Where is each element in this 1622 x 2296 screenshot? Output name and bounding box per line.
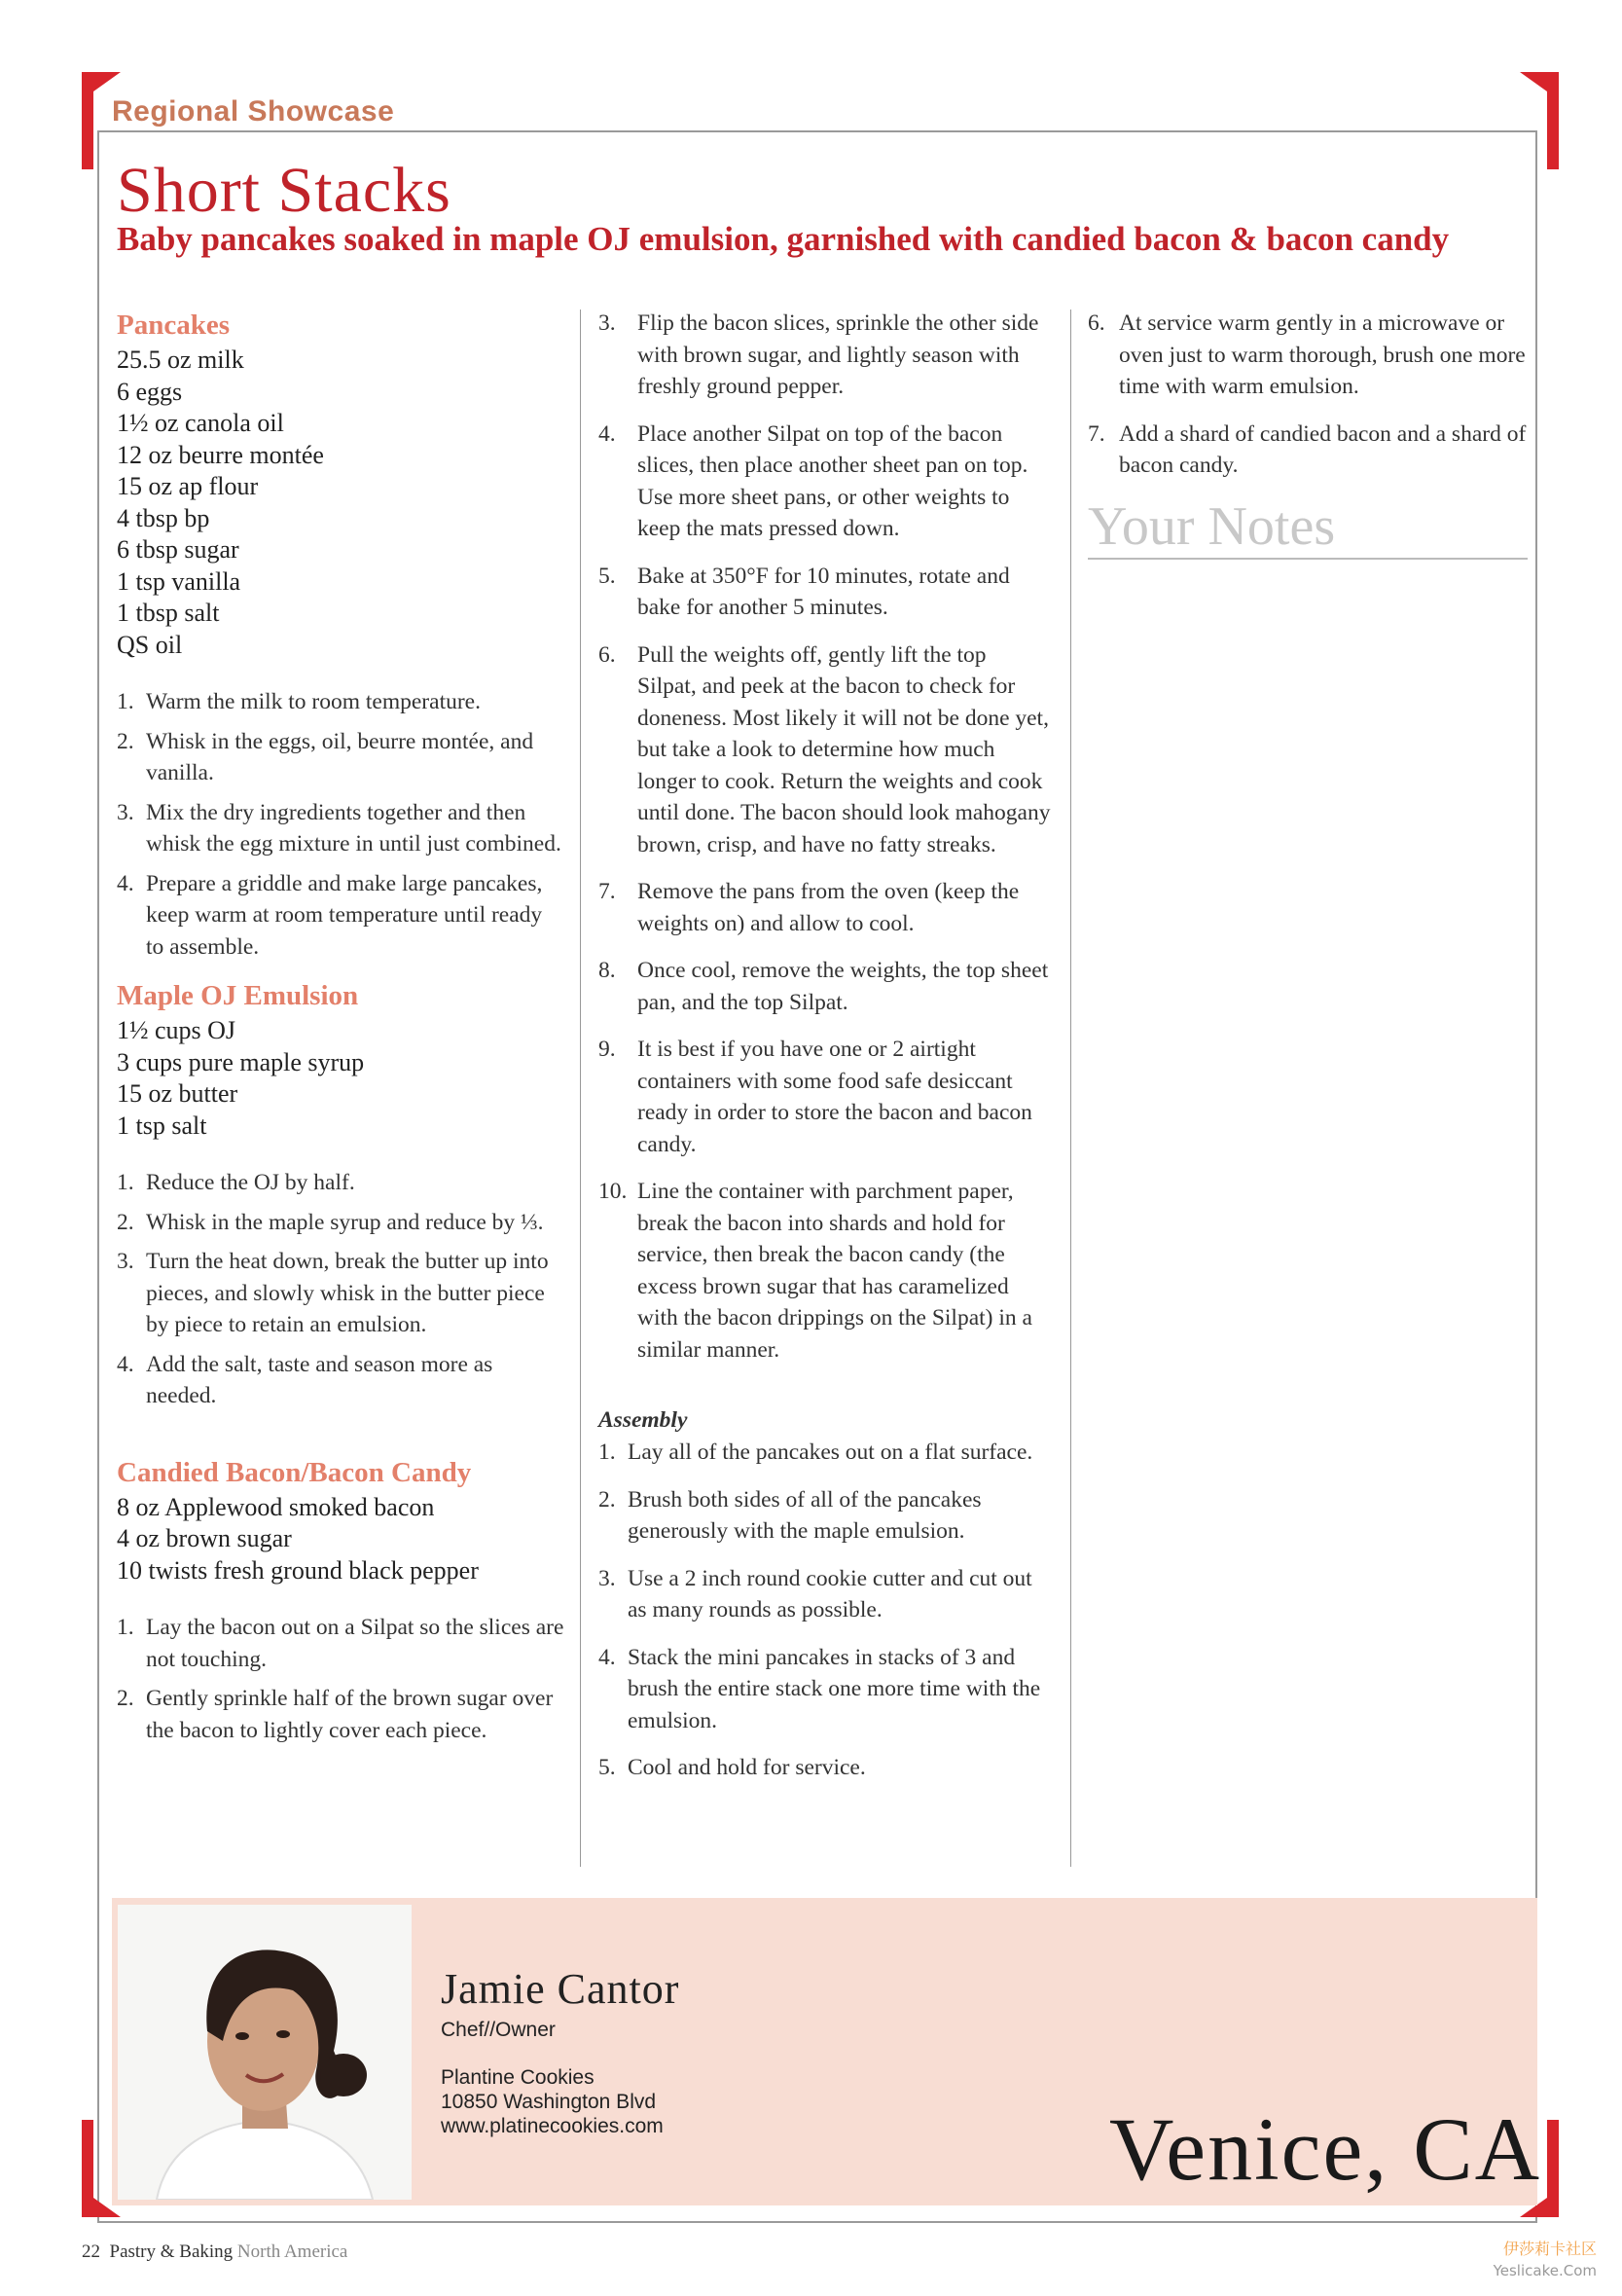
list-item: 3. Flip the bacon slices, sprinkle the other side with brown sugar, and lightly season with freshly ground pepper. xyxy=(598,310,1039,399)
list-item: 6. Pull the weights off, gently lift the top Silpat, and peek at the bacon to check for doneness. Most likely it will not be done yet, but take a look to determine how much longer to cook. Return the weights and cook until done. The bacon should look mahogany brown, crisp, and have no fatty streaks. xyxy=(598,641,1051,857)
emulsion-steps xyxy=(117,1167,564,1412)
watermark-line2: Yeslicake.Com xyxy=(1493,2262,1597,2279)
step-text: Stack the mini pancakes in stacks of 3 and brush the entire stack one more time with the emulsion. xyxy=(628,1644,1041,1733)
bacon-heading: Candied Bacon/Bacon Candy xyxy=(117,1456,472,1488)
step-text: Flip the bacon slices, sprinkle the other side with brown sugar, and lightly season with freshly ground pepper. xyxy=(637,310,1039,399)
list-item: 4. Place another Silpat on top of the bacon slices, then place another sheet pan on top. Use more sheet pans, or other weights to keep the mats pressed down. xyxy=(598,420,1028,541)
step-text: Lay all of the pancakes out on a flat surface. xyxy=(628,1440,1033,1465)
chef-name: Jamie Cantor xyxy=(441,1965,680,2013)
step-text: Add a shard of candied bacon and a shard of bacon candy. xyxy=(1119,420,1527,478)
frame-top-line xyxy=(97,130,1535,132)
ingredient: 1 tbsp salt xyxy=(117,599,220,627)
column-1 xyxy=(117,308,564,1754)
column-divider-1 xyxy=(580,310,581,1867)
assembly-steps-part2 xyxy=(1088,308,1537,482)
pancakes-heading: Pancakes xyxy=(117,310,230,341)
step-text: Whisk in the maple syrup and reduce by ⅓. xyxy=(146,1209,544,1235)
magazine-region: North America xyxy=(236,2241,348,2262)
emulsion-heading: Maple OJ Emulsion xyxy=(117,980,359,1011)
step-text: Gently sprinkle half of the brown sugar over the bacon to lightly cover each piece. xyxy=(146,1686,554,1743)
step-text: Once cool, remove the weights, the top sheet pan, and the top Silpat. xyxy=(637,958,1049,1015)
step-text: Add the salt, taste and season more as needed. xyxy=(146,1351,493,1408)
list-item: 1. Reduce the OJ by half. xyxy=(117,1170,355,1195)
step-text: It is best if you have one or 2 airtight containers with some food safe desiccant ready in order to store the bacon and bacon candy. xyxy=(637,1037,1032,1157)
ingredient: 15 oz ap flour xyxy=(117,472,259,500)
list-item: 1. Warm the milk to room temperature. xyxy=(117,689,481,714)
ingredient: 25.5 oz milk xyxy=(117,346,244,374)
step-text: Brush both sides of all of the pancakes generously with the maple emulsion. xyxy=(628,1486,982,1544)
ingredient: 3 cups pure maple syrup xyxy=(117,1047,365,1076)
list-item: 4. Stack the mini pancakes in stacks of 3 and brush the entire stack one more time with the emulsion. xyxy=(598,1644,1041,1733)
list-item: 1. Lay the bacon out on a Silpat so the slices are not touching. xyxy=(117,1615,564,1672)
frame-left-line xyxy=(97,130,99,2221)
ingredient: 4 oz brown sugar xyxy=(117,1524,292,1552)
assembly-steps-part1 xyxy=(598,1437,1051,1784)
list-item: 5. Bake at 350°F for 10 minutes, rotate and bake for another 5 minutes. xyxy=(598,563,1010,620)
list-item: 3. Mix the dry ingredients together and then whisk the egg mixture in until just combined. xyxy=(117,799,561,856)
ingredient: 8 oz Applewood smoked bacon xyxy=(117,1492,435,1521)
list-item: 5. Cool and hold for service. xyxy=(598,1755,866,1780)
list-item: 4. Add the salt, taste and season more as needed. xyxy=(117,1351,493,1408)
list-item: 4. Prepare a griddle and make large pancakes, keep warm at room temperature until ready to assemble. xyxy=(117,870,543,960)
step-text: Whisk in the eggs, oil, beurre montée, and vanilla. xyxy=(146,728,534,785)
step-text: Remove the pans from the oven (keep the weights on) and allow to cool. xyxy=(637,879,1020,936)
pancakes-ingredients xyxy=(117,345,564,661)
chef-business-info xyxy=(441,2065,664,2138)
list-item: 2. Whisk in the maple syrup and reduce by ⅓. xyxy=(117,1209,544,1235)
step-text: Cool and hold for service. xyxy=(628,1755,866,1780)
step-text: Reduce the OJ by half. xyxy=(146,1170,355,1195)
step-text: Warm the milk to room temperature. xyxy=(146,689,481,714)
ingredient: 1½ oz canola oil xyxy=(117,409,284,437)
ingredient: 1½ cups OJ xyxy=(117,1016,236,1044)
step-text: Line the container with parchment paper, break the bacon into shards and hold for service, then break the bacon candy (the excess brown sugar that has caramelized with the bacon drippings on the Silpat) in a similar manner. xyxy=(637,1179,1032,1363)
watermark xyxy=(1494,2239,1597,2281)
watermark-line1: 伊莎莉卡社区 xyxy=(1502,2240,1597,2258)
corner-accent-top-right xyxy=(1512,72,1559,169)
page-number: 22 xyxy=(82,2241,100,2262)
ingredient: QS oil xyxy=(117,630,183,659)
ingredient: 12 oz beurre montée xyxy=(117,440,324,469)
frame-bottom-line xyxy=(97,2221,1537,2223)
business-name: Plantine Cookies xyxy=(441,2066,595,2089)
step-text: Lay the bacon out on a Silpat so the slices are not touching. xyxy=(146,1615,564,1672)
list-item: 9. It is best if you have one or 2 airtight containers with some food safe desiccant ready in order to store the bacon and bacon candy. xyxy=(598,1037,1032,1157)
ingredient: 4 tbsp bp xyxy=(117,503,210,532)
step-text: Turn the heat down, break the butter up into pieces, and slowly whisk in the butter piece by piece to retain an emulsion. xyxy=(146,1249,549,1337)
step-text: Bake at 350°F for 10 minutes, rotate and bake for another 5 minutes. xyxy=(637,563,1010,620)
ingredient: 10 twists fresh ground black pepper xyxy=(117,1555,479,1585)
magazine-name: Pastry & Baking xyxy=(109,2241,234,2262)
business-address: 10850 Washington Blvd xyxy=(441,2091,657,2113)
list-item: 2. Whisk in the eggs, oil, beurre montée, and vanilla. xyxy=(117,728,534,785)
notes-title: Your Notes xyxy=(1088,497,1528,560)
bacon-steps-part1 xyxy=(117,1612,564,1746)
ingredient: 6 eggs xyxy=(117,377,183,406)
page-title: Short Stacks xyxy=(117,155,451,226)
list-item: 6. At service warm gently in a microwave or oven just to warm thorough, brush one more time with warm emulsion. xyxy=(1088,310,1526,399)
list-item: 3. Use a 2 inch round cookie cutter and cut out as many rounds as possible. xyxy=(598,1565,1032,1622)
page-footer xyxy=(82,2241,347,2263)
list-item: 10. Line the container with parchment paper, break the bacon into shards and hold for service, then break the bacon candy (the excess brown sugar that has caramelized with the bacon drippings on the Silpat) in a similar manner. xyxy=(598,1179,1032,1363)
chef-photo xyxy=(118,1905,412,2200)
pancakes-steps xyxy=(117,686,564,963)
list-item: 7. Add a shard of candied bacon and a shard of bacon candy. xyxy=(1088,420,1527,478)
list-item: 3. Turn the heat down, break the butter up into pieces, and slowly whisk in the butter piece by piece to retain an emulsion. xyxy=(117,1249,549,1337)
emulsion-ingredients xyxy=(117,1015,564,1142)
step-text: At service warm gently in a microwave or oven just to warm thorough, brush one more time with warm emulsion. xyxy=(1119,310,1526,399)
list-item: 7. Remove the pans from the oven (keep the weights on) and allow to cool. xyxy=(598,879,1020,936)
bacon-ingredients xyxy=(117,1492,564,1587)
business-website[interactable]: www.platinecookies.com xyxy=(441,2115,664,2137)
step-text: Prepare a griddle and make large pancakes, keep warm at room temperature until ready to assemble. xyxy=(146,870,543,960)
section-label: Regional Showcase xyxy=(112,95,395,128)
chef-role: Chef//Owner xyxy=(441,2019,556,2041)
column-divider-2 xyxy=(1070,310,1071,1867)
step-text: Use a 2 inch round cookie cutter and cut out as many rounds as possible. xyxy=(628,1565,1032,1622)
location-title: Venice, CA xyxy=(1109,2099,1542,2199)
ingredient: 6 tbsp sugar xyxy=(117,535,239,564)
list-item: 2. Gently sprinkle half of the brown sugar over the bacon to lightly cover each piece. xyxy=(117,1686,554,1743)
assembly-heading: Assembly xyxy=(598,1407,688,1433)
list-item: 8. Once cool, remove the weights, the top sheet pan, and the top Silpat. xyxy=(598,958,1049,1015)
list-item: 1. Lay all of the pancakes out on a flat surface. xyxy=(598,1440,1033,1465)
ingredient: 1 tsp vanilla xyxy=(117,566,241,596)
step-text: Pull the weights off, gently lift the top Silpat, and peek at the bacon to check for doneness. Most likely it will not be done yet, but take a look to determine how much longer to cook. Return the weights and cook until done. The bacon should look mahogany brown, crisp, and have no fatty streaks. xyxy=(637,641,1051,857)
column-3 xyxy=(1088,308,1537,560)
column-2 xyxy=(598,308,1051,1800)
ingredient: 15 oz butter xyxy=(117,1079,238,1108)
list-item: 2. Brush both sides of all of the pancakes generously with the maple emulsion. xyxy=(598,1486,982,1544)
step-text: Mix the dry ingredients together and then whisk the egg mixture in until just combined. xyxy=(146,799,561,856)
page-subtitle: Baby pancakes soaked in maple OJ emulsion, garnished with candied bacon & bacon candy xyxy=(117,220,1450,258)
ingredient: 1 tsp salt xyxy=(117,1111,207,1140)
bacon-steps-part2 xyxy=(598,308,1051,1366)
step-text: Place another Silpat on top of the bacon slices, then place another sheet pan on top. Use more sheet pans, or other weights to keep the mats pressed down. xyxy=(637,420,1028,541)
